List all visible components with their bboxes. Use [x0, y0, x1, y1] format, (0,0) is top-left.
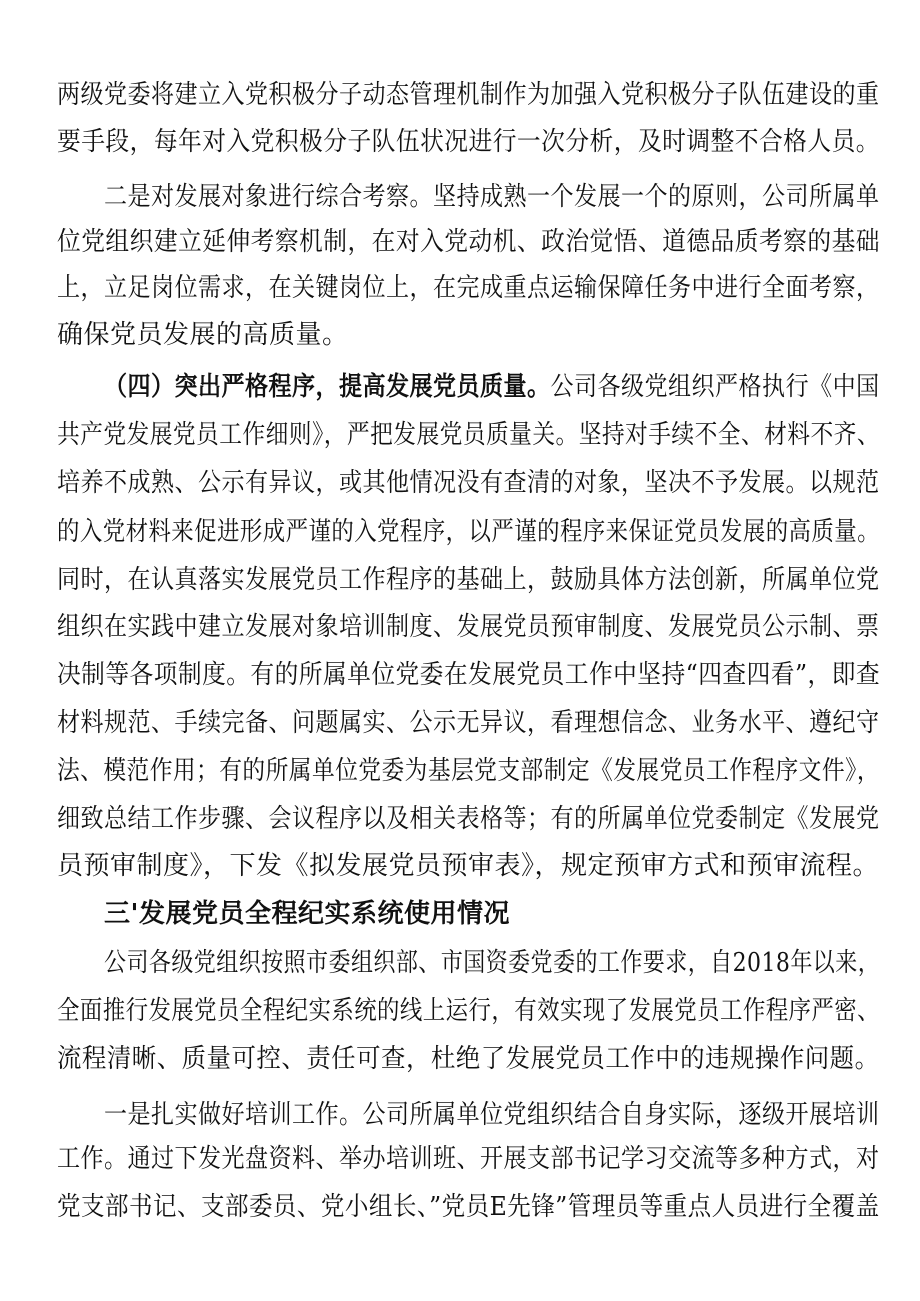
text-line-24: 党支部书记、支部委员、党小组长、”党员E先锋”管理员等重点人员进行全覆盖: [57, 1192, 880, 1222]
text-line-9: 培养不成熟、公示有异议，或其他情况没有查清的对象，坚决不予发展。以规范: [57, 468, 880, 498]
section-heading-four: （四）突出严格程序，提高发展党员质量。: [104, 372, 551, 402]
text-line-4: 位党组织建立延伸考察机制，在对入党动机、政治觉悟、道德品质考察的基础: [57, 227, 881, 257]
text-line-19: 公司各级党组织按照市委组织部、市国资委党委的工作要求，自2018年以来，: [104, 948, 881, 978]
text-line-21: 流程清晰、质量可控、责任可查，杜绝了发展党员工作中的违规操作问题。: [57, 1044, 880, 1074]
text-line-5: 上，立足岗位需求，在关键岗位上，在完成重点运输保障任务中进行全面考察，: [57, 273, 880, 303]
text-line-22: 一是扎实做好培训工作。公司所属单位党组织结合自身实际，逐级开展培训: [104, 1100, 880, 1130]
text-line-17: 员预审制度》，下发《拟发展党员预审表》，规定预审方式和预审流程。: [57, 851, 880, 881]
section-four-text: 公司各级党组织严格执行《中国: [550, 372, 880, 402]
text-line-3: 二是对发展对象进行综合考察。坚持成熟一个发展一个的原则，公司所属单: [104, 182, 880, 212]
text-line-10: 的入党材料来促进形成严谨的入党程序，以严谨的程序来保证党员发展的高质量。: [57, 517, 881, 547]
text-line-16: 细致总结工作步骤、会议程序以及相关表格等；有的所属单位党委制定《发展党: [57, 804, 880, 834]
text-line-1: 两级党委将建立入党积极分子动态管理机制作为加强入党积极分子队伍建设的重: [57, 80, 880, 110]
text-line-14: 材料规范、手续完备、问题属实、公示无异议，看理想信念、业务水平、遵纪守: [57, 708, 880, 738]
text-line-6: 确保党员发展的高质量。: [57, 320, 349, 350]
text-line-11: 同时，在认真落实发展党员工作程序的基础上，鼓励具体方法创新，所属单位党: [57, 565, 880, 595]
text-line-13: 决制等各项制度。有的所属单位党委在发展党员工作中坚持“四查四看”，即查: [57, 660, 881, 690]
section-heading-three: 三'发展党员全程纪实系统使用情况: [104, 899, 510, 929]
text-line-23: 工作。通过下发光盘资料、举办培训班、开展支部书记学习交流等多种方式，对: [57, 1144, 880, 1174]
text-line-12: 组织在实践中建立发展对象培训制度、发展党员预审制度、发展党员公示制、票: [57, 612, 880, 642]
text-line-20: 全面推行发展党员全程纪实系统的线上运行，有效实现了发展党员工作程序严密、: [57, 996, 881, 1026]
section-four-line: [104, 372, 880, 402]
text-line-2: 要手段，每年对入党积极分子队伍状况进行一次分析，及时调整不合格人员。: [57, 127, 881, 157]
text-line-8: 共产党发展党员工作细则》，严把发展党员质量关。坚持对手续不全、材料不齐、: [57, 420, 881, 450]
text-line-15: 法、模范作用；有的所属单位党委为基层党支部制定《发展党员工作程序文件》，: [57, 756, 881, 786]
